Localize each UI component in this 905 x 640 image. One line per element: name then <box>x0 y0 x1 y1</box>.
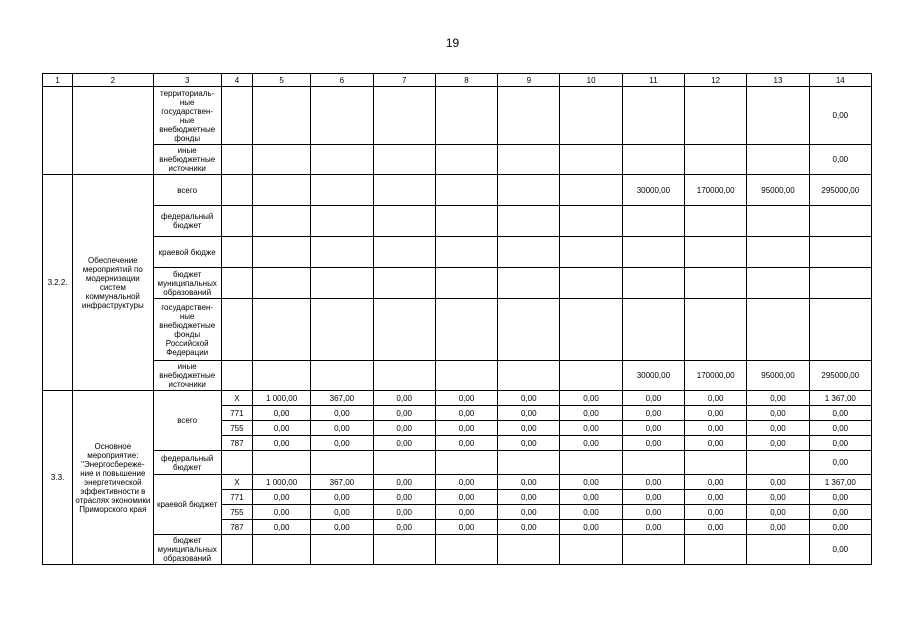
column-header: 1 <box>43 74 73 87</box>
value-cell <box>311 361 373 391</box>
value-cell <box>373 175 435 206</box>
column-header: 8 <box>435 74 497 87</box>
value-cell: 0,00 <box>622 490 684 505</box>
value-cell: 0,00 <box>809 505 871 520</box>
table-row <box>43 145 872 175</box>
value-cell <box>373 87 435 145</box>
value-cell <box>373 206 435 237</box>
value-cell: 170000,00 <box>685 361 747 391</box>
value-cell: 0,00 <box>685 475 747 490</box>
value-cell <box>252 206 310 237</box>
value-cell <box>685 237 747 268</box>
value-cell: 0,00 <box>685 490 747 505</box>
value-cell: 0,00 <box>373 436 435 451</box>
value-cell: 0,00 <box>311 436 373 451</box>
value-cell <box>560 145 622 175</box>
value-cell: 0,00 <box>311 490 373 505</box>
source-label: бюджет муниципальных образований <box>153 535 221 565</box>
value-cell <box>747 299 809 361</box>
value-cell <box>435 87 497 145</box>
value-cell <box>311 206 373 237</box>
value-cell <box>685 535 747 565</box>
value-cell: 0,00 <box>311 421 373 436</box>
value-cell: 0,00 <box>809 451 871 475</box>
value-cell: 0,00 <box>685 391 747 406</box>
value-cell: 0,00 <box>747 421 809 436</box>
value-cell <box>435 451 497 475</box>
value-cell <box>221 268 252 299</box>
value-cell <box>560 299 622 361</box>
value-cell <box>221 299 252 361</box>
value-cell <box>221 87 252 145</box>
source-label: федеральный бюджет <box>153 451 221 475</box>
value-cell: 1 000,00 <box>252 391 310 406</box>
value-cell <box>622 451 684 475</box>
value-cell: 0,00 <box>809 87 871 145</box>
value-cell: 0,00 <box>560 505 622 520</box>
value-cell <box>373 237 435 268</box>
code-4-cell: 787 <box>221 520 252 535</box>
value-cell: 0,00 <box>809 421 871 436</box>
value-cell <box>685 87 747 145</box>
value-cell <box>252 87 310 145</box>
value-cell <box>747 145 809 175</box>
column-header: 12 <box>685 74 747 87</box>
value-cell: 0,00 <box>560 406 622 421</box>
source-label: бюджет муниципальных образований <box>153 268 221 299</box>
column-header: 5 <box>252 74 310 87</box>
value-cell <box>252 451 310 475</box>
value-cell: 0,00 <box>560 475 622 490</box>
source-label: краевой бюджет <box>153 475 221 535</box>
column-header: 7 <box>373 74 435 87</box>
table-row <box>43 361 872 391</box>
value-cell: 0,00 <box>435 391 497 406</box>
value-cell: 0,00 <box>252 505 310 520</box>
value-cell: 367,00 <box>311 475 373 490</box>
value-cell <box>809 268 871 299</box>
value-cell <box>435 361 497 391</box>
value-cell <box>373 145 435 175</box>
value-cell: 0,00 <box>498 505 560 520</box>
value-cell <box>435 237 497 268</box>
value-cell <box>622 299 684 361</box>
table-row <box>43 206 872 237</box>
source-label: всего <box>153 175 221 206</box>
budget-table <box>42 73 872 565</box>
value-cell <box>560 206 622 237</box>
value-cell: 0,00 <box>747 520 809 535</box>
value-cell <box>498 299 560 361</box>
value-cell <box>498 145 560 175</box>
table-row <box>43 237 872 268</box>
name-cell: Обеспечение мероприятий по модернизации систем коммунальной инфраструктуры <box>73 175 153 391</box>
value-cell <box>498 175 560 206</box>
value-cell <box>252 535 310 565</box>
value-cell: 0,00 <box>311 505 373 520</box>
value-cell <box>747 535 809 565</box>
value-cell: 0,00 <box>498 391 560 406</box>
value-cell: 0,00 <box>622 520 684 535</box>
value-cell: 0,00 <box>809 535 871 565</box>
value-cell: 0,00 <box>373 490 435 505</box>
value-cell <box>809 299 871 361</box>
value-cell <box>622 268 684 299</box>
page-number: 19 <box>445 36 460 50</box>
value-cell: 0,00 <box>747 475 809 490</box>
value-cell <box>498 268 560 299</box>
value-cell: 0,00 <box>498 520 560 535</box>
value-cell: 0,00 <box>685 436 747 451</box>
value-cell: 0,00 <box>747 391 809 406</box>
value-cell: 0,00 <box>622 391 684 406</box>
value-cell: 0,00 <box>435 421 497 436</box>
source-label: краевой бюдже <box>153 237 221 268</box>
column-header: 3 <box>153 74 221 87</box>
value-cell: 0,00 <box>622 475 684 490</box>
value-cell <box>560 268 622 299</box>
value-cell: 1 367,00 <box>809 475 871 490</box>
value-cell <box>809 206 871 237</box>
value-cell: 0,00 <box>685 406 747 421</box>
value-cell <box>373 535 435 565</box>
value-cell: 0,00 <box>252 490 310 505</box>
value-cell: 0,00 <box>560 436 622 451</box>
value-cell <box>221 237 252 268</box>
value-cell <box>435 175 497 206</box>
value-cell <box>252 361 310 391</box>
value-cell <box>560 237 622 268</box>
value-cell: 0,00 <box>622 505 684 520</box>
column-header: 13 <box>747 74 809 87</box>
value-cell <box>622 206 684 237</box>
code-cell: 3.2.2. <box>43 175 73 391</box>
value-cell: 0,00 <box>252 520 310 535</box>
value-cell <box>685 299 747 361</box>
value-cell <box>685 451 747 475</box>
value-cell: 295000,00 <box>809 361 871 391</box>
value-cell: 0,00 <box>498 436 560 451</box>
value-cell <box>747 87 809 145</box>
column-header: 4 <box>221 74 252 87</box>
value-cell <box>498 87 560 145</box>
value-cell: 0,00 <box>622 406 684 421</box>
value-cell <box>311 299 373 361</box>
value-cell <box>809 237 871 268</box>
value-cell: 30000,00 <box>622 175 684 206</box>
value-cell: 95000,00 <box>747 361 809 391</box>
value-cell <box>747 237 809 268</box>
value-cell <box>435 299 497 361</box>
name-cell: Основное мероприятие: "Энергосбереже-ние и повышение энергетической эффективности в отраслях экономики Приморского края <box>73 391 153 565</box>
value-cell: 0,00 <box>747 505 809 520</box>
value-cell: 0,00 <box>435 406 497 421</box>
table-row <box>43 268 872 299</box>
value-cell: 0,00 <box>252 436 310 451</box>
value-cell: 0,00 <box>809 436 871 451</box>
value-cell: 0,00 <box>311 520 373 535</box>
value-cell <box>435 206 497 237</box>
code-cell: 3.3. <box>43 391 73 565</box>
table-row <box>43 391 872 406</box>
value-cell <box>435 535 497 565</box>
value-cell <box>311 268 373 299</box>
value-cell <box>373 451 435 475</box>
value-cell <box>685 268 747 299</box>
value-cell: 0,00 <box>560 421 622 436</box>
code-4-cell: 755 <box>221 505 252 520</box>
value-cell <box>435 145 497 175</box>
value-cell <box>311 451 373 475</box>
value-cell <box>498 451 560 475</box>
value-cell <box>435 268 497 299</box>
value-cell <box>498 206 560 237</box>
value-cell: 0,00 <box>560 520 622 535</box>
table-row <box>43 175 872 206</box>
value-cell <box>747 206 809 237</box>
value-cell: 0,00 <box>435 436 497 451</box>
value-cell <box>311 145 373 175</box>
value-cell: 0,00 <box>809 145 871 175</box>
value-cell: 0,00 <box>373 406 435 421</box>
value-cell: 0,00 <box>373 520 435 535</box>
value-cell <box>252 268 310 299</box>
source-label: государствен-ные внебюджетные фонды Российской Федерации <box>153 299 221 361</box>
value-cell: 0,00 <box>747 490 809 505</box>
value-cell: 0,00 <box>373 475 435 490</box>
value-cell: 0,00 <box>498 421 560 436</box>
code-4-cell: 771 <box>221 406 252 421</box>
value-cell: 0,00 <box>252 406 310 421</box>
code-4-cell: 771 <box>221 490 252 505</box>
value-cell <box>373 299 435 361</box>
value-cell <box>221 206 252 237</box>
source-label: федеральный бюджет <box>153 206 221 237</box>
value-cell: 0,00 <box>435 520 497 535</box>
column-header: 10 <box>560 74 622 87</box>
value-cell <box>252 299 310 361</box>
table-row <box>43 299 872 361</box>
table-row <box>43 535 872 565</box>
value-cell: 170000,00 <box>685 175 747 206</box>
code-cell <box>43 87 73 175</box>
value-cell: 0,00 <box>809 520 871 535</box>
value-cell <box>747 268 809 299</box>
value-cell: 0,00 <box>498 406 560 421</box>
value-cell <box>622 87 684 145</box>
source-label: территориаль-ные государствен-ные внебюджетные фонды <box>153 87 221 145</box>
value-cell: 0,00 <box>252 421 310 436</box>
value-cell <box>560 87 622 145</box>
value-cell: 30000,00 <box>622 361 684 391</box>
value-cell: 0,00 <box>747 406 809 421</box>
value-cell <box>311 535 373 565</box>
value-cell: 367,00 <box>311 391 373 406</box>
value-cell: 0,00 <box>685 421 747 436</box>
value-cell: 0,00 <box>498 475 560 490</box>
value-cell: 295000,00 <box>809 175 871 206</box>
code-4-cell: 787 <box>221 436 252 451</box>
value-cell <box>685 145 747 175</box>
value-cell: 0,00 <box>435 505 497 520</box>
value-cell: 0,00 <box>373 421 435 436</box>
value-cell <box>498 361 560 391</box>
value-cell <box>685 206 747 237</box>
column-header: 6 <box>311 74 373 87</box>
value-cell <box>373 361 435 391</box>
value-cell <box>221 145 252 175</box>
value-cell: 0,00 <box>560 490 622 505</box>
value-cell: 95000,00 <box>747 175 809 206</box>
value-cell <box>560 451 622 475</box>
value-cell <box>747 451 809 475</box>
value-cell <box>221 361 252 391</box>
value-cell <box>373 268 435 299</box>
value-cell: 0,00 <box>498 490 560 505</box>
table-row <box>43 475 872 490</box>
code-4-cell: Х <box>221 391 252 406</box>
value-cell <box>560 175 622 206</box>
column-header: 9 <box>498 74 560 87</box>
value-cell: 0,00 <box>622 421 684 436</box>
value-cell: 1 367,00 <box>809 391 871 406</box>
table-row <box>43 87 872 145</box>
value-cell <box>221 175 252 206</box>
value-cell: 0,00 <box>685 505 747 520</box>
value-cell: 0,00 <box>373 505 435 520</box>
code-4-cell: Х <box>221 475 252 490</box>
value-cell: 0,00 <box>373 391 435 406</box>
source-label: иные внебюджетные источники <box>153 145 221 175</box>
name-cell <box>73 87 153 175</box>
value-cell <box>311 237 373 268</box>
value-cell: 0,00 <box>747 436 809 451</box>
code-4-cell: 755 <box>221 421 252 436</box>
value-cell: 0,00 <box>809 490 871 505</box>
value-cell: 0,00 <box>685 520 747 535</box>
source-label: всего <box>153 391 221 451</box>
value-cell: 1 000,00 <box>252 475 310 490</box>
value-cell <box>498 535 560 565</box>
value-cell: 0,00 <box>622 436 684 451</box>
value-cell <box>560 535 622 565</box>
source-label: иные внебюджетные источники <box>153 361 221 391</box>
value-cell <box>622 535 684 565</box>
value-cell: 0,00 <box>560 391 622 406</box>
value-cell <box>622 237 684 268</box>
value-cell <box>560 361 622 391</box>
value-cell: 0,00 <box>311 406 373 421</box>
value-cell <box>252 145 310 175</box>
value-cell <box>622 145 684 175</box>
value-cell <box>252 175 310 206</box>
table-row <box>43 451 872 475</box>
column-header: 14 <box>809 74 871 87</box>
value-cell <box>221 451 252 475</box>
value-cell <box>252 237 310 268</box>
value-cell <box>498 237 560 268</box>
column-header: 11 <box>622 74 684 87</box>
column-header: 2 <box>73 74 153 87</box>
value-cell: 0,00 <box>809 406 871 421</box>
value-cell: 0,00 <box>435 490 497 505</box>
header-row <box>43 74 872 87</box>
value-cell <box>311 175 373 206</box>
value-cell <box>311 87 373 145</box>
value-cell <box>221 535 252 565</box>
value-cell: 0,00 <box>435 475 497 490</box>
